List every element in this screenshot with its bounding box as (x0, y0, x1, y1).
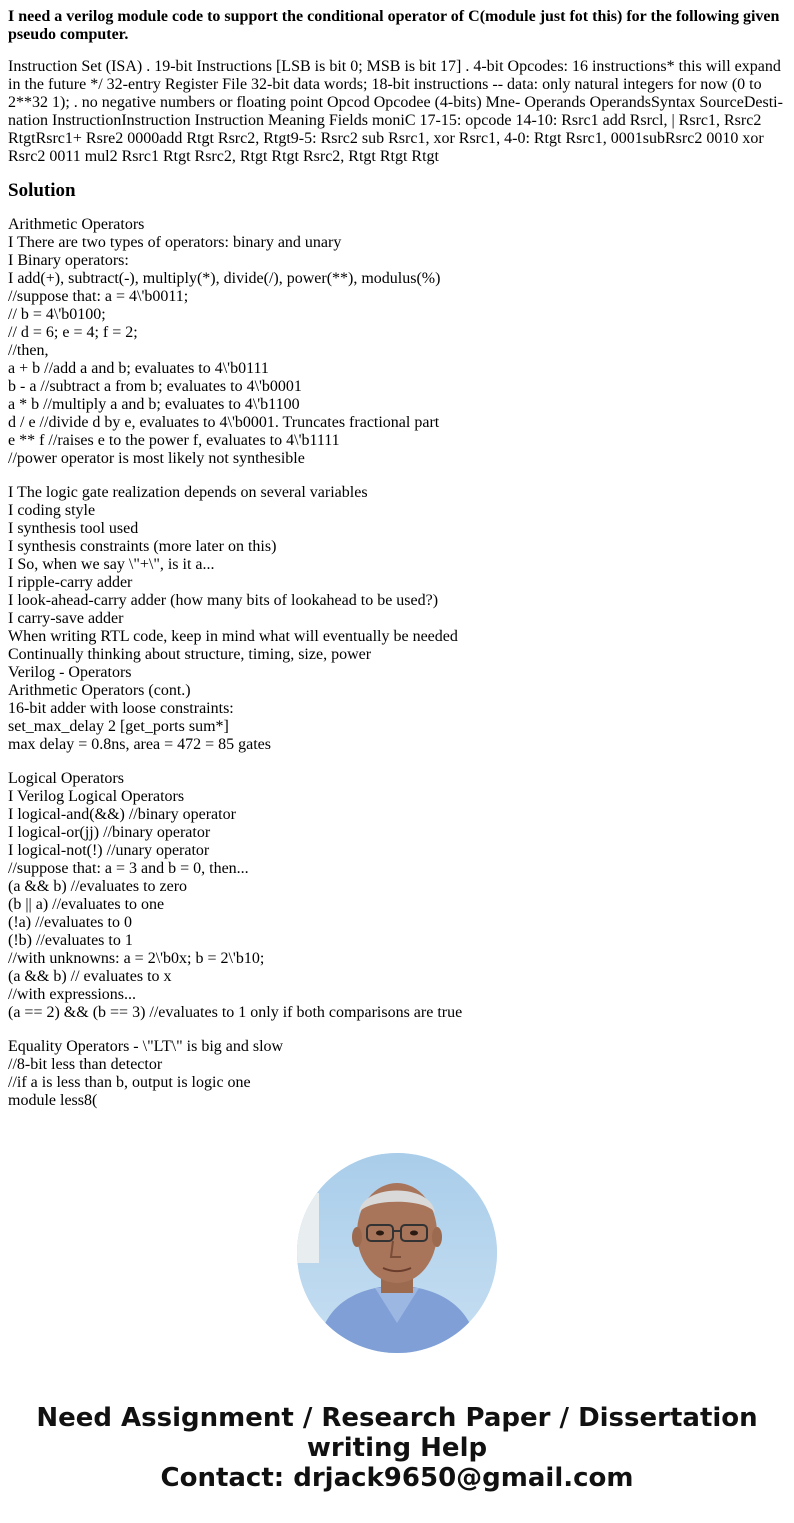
solution-line: b - a //subtract a from b; evaluates to 4\'b0001 (8, 378, 302, 395)
solution-line: // d = 6; e = 4; f = 2; (8, 324, 138, 341)
solution-line: //power operator is most likely not synthesible (8, 450, 305, 467)
solution-line: Arithmetic Operators (cont.) (8, 682, 191, 699)
solution-line: Arithmetic Operators (8, 216, 145, 233)
solution-paragraph (8, 216, 786, 468)
avatar (297, 1153, 497, 1353)
footer-line-1: Need Assignment / Research Paper / Dissertation (36, 1403, 758, 1433)
solution-paragraph (8, 1038, 786, 1110)
solution-line: When writing RTL code, keep in mind what will eventually be needed (8, 628, 458, 645)
solution-body (8, 216, 786, 1110)
solution-line: (a && b) // evaluates to x (8, 968, 172, 985)
solution-line: I ripple-carry adder (8, 574, 133, 591)
solution-line: (!b) //evaluates to 1 (8, 932, 133, 949)
solution-line: max delay = 0.8ns, area = 472 = 85 gates (8, 736, 271, 753)
solution-line: //with expressions... (8, 986, 136, 1003)
solution-line: Logical Operators (8, 770, 124, 787)
solution-line: I look-ahead-carry adder (how many bits of lookahead to be used?) (8, 592, 439, 609)
solution-line: set_max_delay 2 [get_ports sum*] (8, 718, 229, 735)
solution-line: (a && b) //evaluates to zero (8, 878, 188, 895)
solution-line: d / e //divide d by e, evaluates to 4\'b0001. Truncates fractional part (8, 414, 440, 431)
solution-line: a * b //multiply a and b; evaluates to 4\'b1100 (8, 396, 300, 413)
solution-heading: Solution (8, 180, 76, 201)
footer-line-2: writing Help (306, 1433, 488, 1463)
solution-line: I logical-and(&&) //binary operator (8, 806, 236, 823)
solution-line: I Binary operators: (8, 252, 129, 269)
solution-line: //8-bit less than detector (8, 1056, 163, 1073)
solution-line: I add(+), subtract(-), multiply(*), divide(/), power(**), modulus(%) (8, 270, 441, 287)
solution-line: //if a is less than b, output is logic one (8, 1074, 251, 1091)
solution-line: I The logic gate realization depends on several variables (8, 484, 368, 501)
solution-line: I logical-not(!) //unary operator (8, 842, 210, 859)
solution-line: Equality Operators - \"LT\" is big and slow (8, 1038, 284, 1055)
person-photo-icon (297, 1153, 497, 1353)
solution-paragraph (8, 484, 786, 754)
solution-line: I synthesis tool used (8, 520, 139, 537)
solution-line: Continually thinking about structure, timing, size, power (8, 646, 372, 663)
solution-line: //suppose that: a = 4\'b0011; (8, 288, 189, 305)
solution-line: //suppose that: a = 3 and b = 0, then... (8, 860, 249, 877)
solution-line: Verilog - Operators (8, 664, 132, 681)
solution-line: I So, when we say \"+\", is it a... (8, 556, 215, 573)
solution-line: //then, (8, 342, 49, 359)
solution-line: module less8( (8, 1092, 98, 1109)
solution-paragraph (8, 770, 786, 1022)
solution-line: I synthesis constraints (more later on this) (8, 538, 277, 555)
solution-line: 16-bit adder with loose constraints: (8, 700, 234, 717)
solution-line: I coding style (8, 502, 96, 519)
solution-line: I carry-save adder (8, 610, 124, 627)
question-body: Instruction Set (ISA) . 19-bit Instructions [LSB is bit 0; MSB is bit 17] . 4-bit Opcodes: 16 instructions* this will expand in the future */ 32-entry Register File 32-bit data words; 18-bit instructions -- data: only natural integers for now (0 to 2**32 1); . no negative numbers or floating point Opcod Opcodee (4-bits) Mne- Operands OperandsSyntax SourceDesti-nation InstructionInstruction Instruction Meaning Fields moniC 17-15: opcode 14-10: Rsrc1 add Rsrcl, | Rsrc1, Rsrc2 RtgtRsrc1+ Rsre2 0000add Rtgt Rsrc2, Rtgt9-5: Rsrc2 sub Rsrc1, xor Rsrc1, 4-0: Rtgt Rsrc1, 0001subRsrc2 0010 xor Rsrc2 0011 mul2 Rsrc1 Rtgt Rsrc2, Rtgt Rtgt Rsrc2, Rtgt Rtgt Rtgt (8, 58, 783, 165)
solution-line: (a == 2) && (b == 3) //evaluates to 1 only if both comparisons are true (8, 1004, 463, 1021)
solution-line: a + b //add a and b; evaluates to 4\'b0111 (8, 360, 269, 377)
solution-line: I There are two types of operators: binary and unary (8, 234, 342, 251)
footer-banner (0, 1403, 794, 1493)
solution-line: (!a) //evaluates to 0 (8, 914, 132, 931)
solution-line: e ** f //raises e to the power f, evaluates to 4\'b1111 (8, 432, 340, 449)
question-title: I need a verilog module code to support the conditional operator of C(module just fot this) for the following given pseudo computer. (8, 8, 780, 43)
solution-line: //with unknowns: a = 2\'b0x; b = 2\'b10; (8, 950, 265, 967)
footer-contact: Contact: drjack9650@gmail.com (160, 1463, 634, 1493)
solution-line: I logical-or(jj) //binary operator (8, 824, 211, 841)
solution-line: I Verilog Logical Operators (8, 788, 185, 805)
page-content (8, 8, 786, 1126)
solution-line: (b || a) //evaluates to one (8, 896, 165, 913)
solution-line: // b = 4\'b0100; (8, 306, 106, 323)
